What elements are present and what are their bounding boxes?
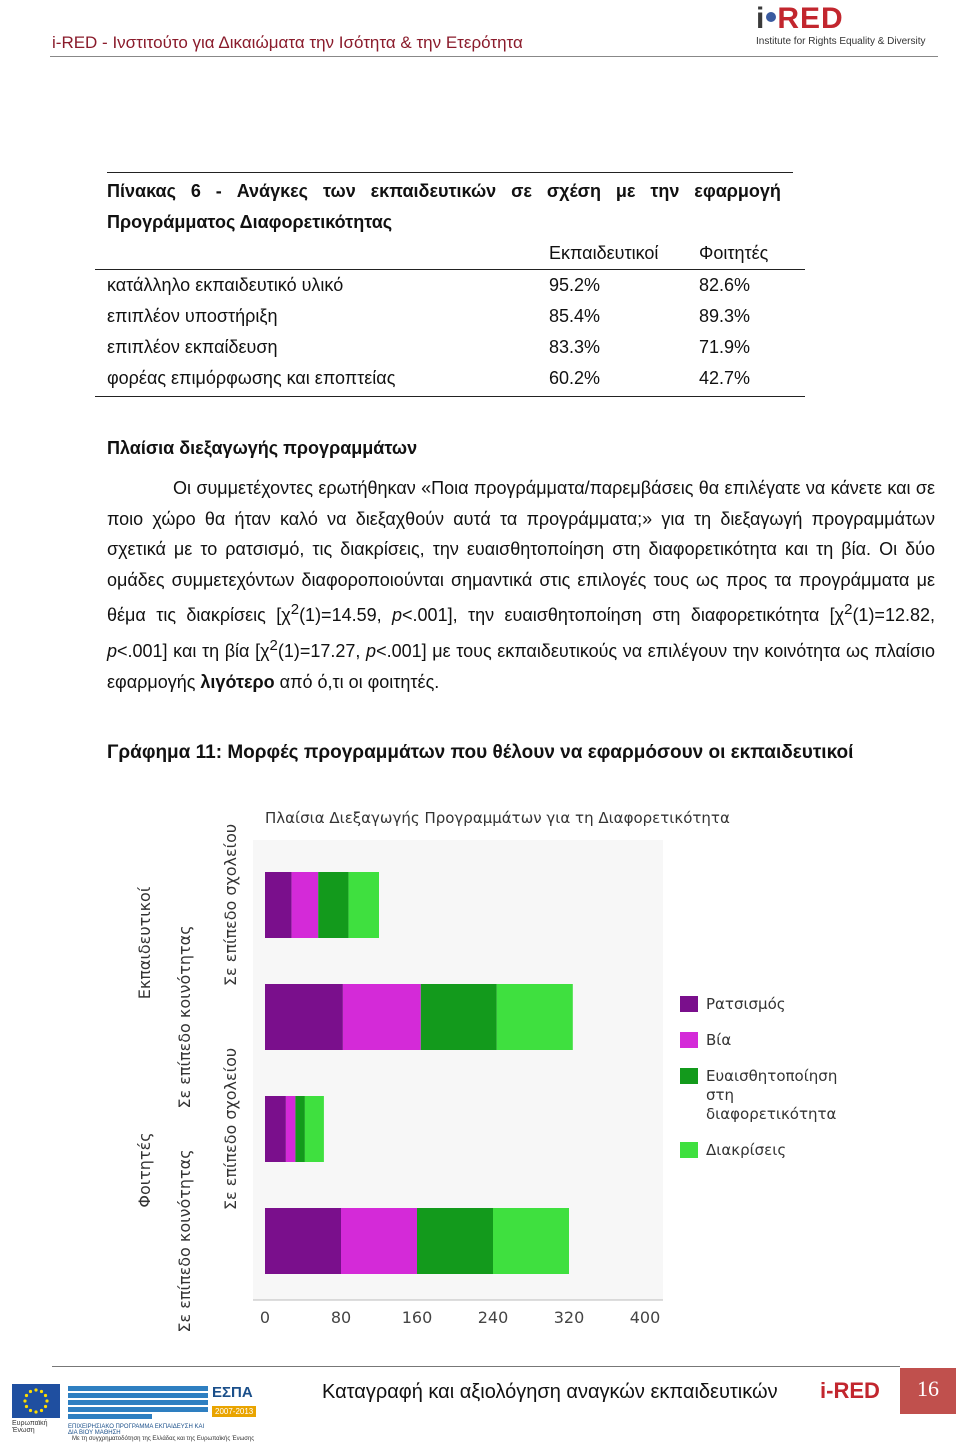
- cofunding-text: Με τη συγχρηματοδότηση της Ελλάδας και της Ευρωπαϊκής Ένωσης: [72, 1436, 255, 1442]
- table-body: [95, 270, 805, 394]
- bar-0-1: [265, 984, 343, 1050]
- table-header-students: Φοιτητές: [699, 243, 769, 263]
- legend-label: διαφορετικότητα: [706, 1105, 837, 1123]
- table-bottom-rule: [95, 396, 805, 397]
- op-logo-text: ΕΠΙΧΕΙΡΗΣΙΑΚΟ ΠΡΟΓΡΑΜΜΑ ΕΚΠΑΙΔΕΥΣΗ ΚΑΙ ΔΙΑ ΒΙΟΥ ΜΑΘΗΣΗ: [68, 1424, 205, 1436]
- chi-sup-3: 2: [269, 636, 278, 654]
- legend-label: Ρατσισμός: [706, 995, 786, 1013]
- group-label: Εκπαιδευτικοί: [135, 886, 154, 1000]
- caption-word: εκπαιδευτικών: [370, 181, 497, 201]
- para-part-h: από ό,τι οι φοιτητές.: [274, 671, 440, 692]
- table-6: [95, 172, 805, 397]
- legend-swatch-0: [680, 996, 698, 1012]
- bar-0-0: [265, 872, 292, 938]
- caption-word: -: [215, 181, 222, 201]
- funding-logos: [12, 1384, 282, 1440]
- logo-subtitle: Institute for Rights Equality & Diversity: [756, 36, 926, 47]
- caption-word: Ανάγκες: [236, 181, 309, 201]
- table-header-row: [95, 238, 805, 270]
- legend-swatch-3: [680, 1142, 698, 1158]
- table-cell: 71.9%: [699, 337, 751, 357]
- para-part-f: (1)=17.27,: [277, 640, 367, 661]
- footer-text: Καταγραφή και αξιολόγηση αναγκών εκπαιδευτικών: [322, 1381, 778, 1403]
- table-cell: 60.2%: [549, 368, 601, 388]
- bar-2-0: [318, 872, 348, 938]
- bar-1-2: [286, 1096, 296, 1162]
- table-cell: 89.3%: [699, 306, 751, 326]
- table-cell: 95.2%: [549, 275, 601, 295]
- espa-logo: [212, 1384, 284, 1428]
- chi-sup-1: 2: [290, 601, 300, 619]
- chart-title: Πλαίσια Διεξαγωγής Προγραμμάτων για τη Διαφορετικότητα: [265, 809, 730, 827]
- para-part-b: (1)=14.59,: [299, 605, 393, 626]
- bar-3-1: [497, 984, 573, 1050]
- espa-years: 2007-2013: [212, 1406, 256, 1417]
- table-row: [95, 363, 805, 394]
- caption-word: Πίνακας: [107, 181, 176, 201]
- legend-label: στη: [706, 1086, 735, 1104]
- caption-word: σε: [511, 181, 532, 201]
- bar-1-0: [292, 872, 319, 938]
- table-row: [95, 270, 805, 301]
- x-tick-label: 0: [259, 1308, 271, 1327]
- legend-swatch-2: [680, 1068, 698, 1084]
- page-number: 16: [900, 1368, 956, 1414]
- espa-title: ΕΣΠΑ: [212, 1384, 253, 1401]
- para-part-d: (1)=12.82,: [852, 605, 935, 626]
- chi-sup-2: 2: [844, 601, 853, 619]
- x-tick-label: 320: [553, 1308, 585, 1327]
- table-cell: επιπλέον εκπαίδευση: [107, 337, 278, 357]
- bar-1-3: [341, 1208, 417, 1274]
- table-cell: 83.3%: [549, 337, 601, 357]
- eu-caption: Ευρωπαϊκή Ένωση: [12, 1420, 48, 1434]
- table-top-rule: [107, 172, 793, 173]
- caption-word: την: [650, 181, 680, 201]
- x-tick-label: 80: [330, 1308, 352, 1327]
- footer-divider: [52, 1366, 900, 1367]
- bar-0-2: [265, 1096, 286, 1162]
- section-paragraph: [107, 473, 935, 697]
- bar-3-2: [305, 1096, 324, 1162]
- logo-brand: RED: [777, 2, 844, 35]
- table-header-empty: [95, 238, 549, 269]
- table-header-teachers: Εκπαιδευτικοί: [549, 243, 659, 263]
- table-cell: επιπλέον υποστήριξη: [107, 306, 278, 326]
- logo-dot-icon: [766, 12, 776, 22]
- table-cell: κατάλληλο εκπαιδευτικό υλικό: [107, 275, 344, 295]
- category-label: Σε επίπεδο σχολείου: [221, 1047, 240, 1211]
- legend-label: Ευαισθητοποίηση: [706, 1067, 838, 1085]
- bar-2-2: [295, 1096, 305, 1162]
- para-bold: λιγότερο: [200, 671, 275, 692]
- bar-3-0: [349, 872, 379, 938]
- bar-3-3: [493, 1208, 569, 1274]
- p-symbol-2: p: [107, 640, 118, 661]
- p-symbol-3: p: [366, 640, 377, 661]
- group-label: Φοιτητές: [135, 1132, 154, 1208]
- bar-0-3: [265, 1208, 341, 1274]
- legend-label: Βία: [706, 1031, 732, 1049]
- table-cell: φορέας επιμόρφωσης και εποπτείας: [107, 368, 396, 388]
- ired-logo: i RED Institute for Rights Equality & Diversity: [756, 4, 936, 47]
- caption-word: εφαρμογή: [694, 181, 781, 201]
- category-label: Σε επίπεδο σχολείου: [221, 823, 240, 987]
- para-part-g: <.001] με τους εκπαιδευτικούς να επιλέγουν την κοινότητα ως πλαίσιο εφαρμογής: [107, 640, 935, 692]
- para-part-c: <.001], την ευαισθητοποίηση στη διαφορετικότητα [χ: [402, 605, 845, 626]
- table-caption: [95, 176, 805, 238]
- table-row: [95, 301, 805, 332]
- header-title: i-RED - Ινστιτούτο για Δικαιώματα την Ισότητα & την Ετερότητα: [52, 33, 523, 52]
- table-caption-line2: Προγράμματος Διαφορετικότητας: [107, 212, 393, 232]
- category-label: Σε επίπεδο κοινότητας: [175, 1149, 194, 1333]
- op-logo-icon: [68, 1386, 208, 1422]
- graph-caption: Γράφημα 11: Μορφές προγραμμάτων που θέλουν να εφαρμόσουν οι εκπαιδευτικοί: [107, 742, 854, 763]
- para-part-a: Οι συμμετέχοντες ερωτήθηκαν «Ποια προγράμματα/παρεμβάσεις θα επιλέγατε να κάνετε και σε ποιο χώρο θα ήταν καλό να διεξαχθούν αυτά τα προγράμματα;» για τη διεξαγωγή προγραμμάτων σχετικά με το ρατσισμό, τις διακρίσεις, την ευαισθητοποίηση στη διαφορετικότητα και τη βία. Οι δύο ομάδες συμμετεχόντων διαφοροποιούνται σημαντικά στις επιλογές τους ως προς τα προγράμματα με θέμα τις διακρίσεις [χ: [107, 478, 935, 626]
- legend-swatch-1: [680, 1032, 698, 1048]
- bar-2-3: [417, 1208, 493, 1274]
- caption-word: με: [615, 181, 636, 201]
- chart-svg: [120, 795, 880, 1340]
- table-cell: 82.6%: [699, 275, 751, 295]
- bar-2-1: [421, 984, 497, 1050]
- chart-11: [120, 795, 880, 1340]
- eu-stars-icon: [12, 1384, 60, 1418]
- caption-word: των: [322, 181, 356, 201]
- table-row: [95, 332, 805, 363]
- caption-word: σχέση: [546, 181, 601, 201]
- table-cell: 85.4%: [549, 306, 601, 326]
- bar-1-1: [343, 984, 421, 1050]
- category-label: Σε επίπεδο κοινότητας: [175, 925, 194, 1109]
- footer-brand: i-RED: [820, 1378, 880, 1403]
- p-symbol-1: p: [392, 605, 403, 626]
- x-tick-label: 160: [401, 1308, 433, 1327]
- eu-flag-icon: [12, 1384, 60, 1418]
- table-caption-line1: [107, 176, 781, 207]
- legend-label: Διακρίσεις: [706, 1141, 787, 1159]
- x-tick-label: 400: [629, 1308, 661, 1327]
- section-title: Πλαίσια διεξαγωγής προγραμμάτων: [107, 438, 418, 458]
- caption-word: 6: [190, 181, 201, 201]
- table-cell: 42.7%: [699, 368, 751, 388]
- para-part-e: <.001] και τη βία [χ: [117, 640, 270, 661]
- header-divider: [50, 56, 938, 57]
- x-tick-label: 240: [477, 1308, 509, 1327]
